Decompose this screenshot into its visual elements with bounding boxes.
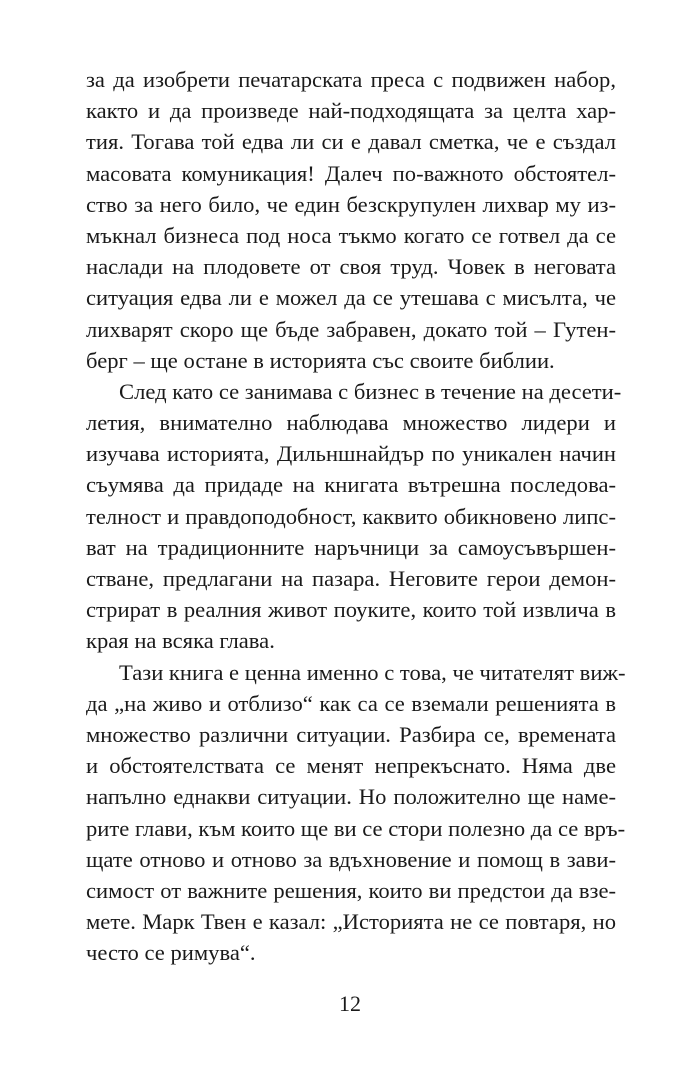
text-line: да „на живо и отблизо“ как са се вземали решенията в	[86, 690, 616, 716]
text-line: ситуация едва ли е можел да се утешава с мисълта, че	[86, 285, 616, 311]
text-line: симост от важните решения, които ви предстои да взе-	[86, 877, 616, 903]
text-line: за да изобрети печатарската преса с подвижен набор,	[86, 67, 616, 92]
text-line: стрират в реалния живот поуките, които той извлича в	[86, 597, 616, 623]
text-line: берг – ще остане в историята със своите библии.	[86, 347, 555, 373]
text-line: наслади на плодовете от своя труд. Човек в неговата	[86, 254, 616, 280]
text-line: изучава историята, Дильншнайдър по уникален начин	[86, 441, 616, 467]
paragraph-3	[86, 657, 626, 969]
paragraph-2	[86, 376, 622, 657]
text-line: мете. Марк Твен е казал: „Историята не се повтаря, но	[86, 909, 616, 935]
text-line: щате отново и отново за вдъхновение и помощ в зави-	[86, 846, 616, 872]
text-line: както и да произведе най-подходящата за целта хар-	[86, 98, 616, 124]
text-line: стване, предлагани на пазара. Неговите герои демон-	[86, 566, 616, 591]
text-line: телност и правдоподобност, каквито обикновено липс-	[86, 503, 616, 529]
text-line: ство за него било, че един безскрупулен лихвар му из-	[86, 191, 616, 217]
text-line: множество различни ситуации. Разбира се, времената	[86, 721, 616, 747]
text-line: След като се занимава с бизнес в течение на десети-	[119, 378, 622, 404]
text-line: мъкнал бизнеса под носа тъкмо когато се готвел да се	[86, 222, 616, 248]
text-line: ват на традиционните наръчници за самоусъвършен-	[86, 534, 616, 560]
text-line: често се римува“.	[86, 940, 256, 966]
text-line: лихварят скоро ще бъде забравен, докато той – Гутен-	[86, 316, 616, 342]
paragraph-1	[86, 64, 616, 376]
text-line: напълно еднакви ситуации. Но положително ще наме-	[86, 784, 616, 810]
text-line: съумява да придаде на книгата вътрешна последова-	[86, 472, 616, 498]
text-line: тия. Тогава той едва ли си е давал сметка, че е създал	[86, 129, 616, 155]
text-line: летия, внимателно наблюдава множество лидери и	[86, 410, 616, 436]
text-line: рите глави, към които ще ви се стори полезно да се връ-	[86, 815, 626, 841]
page-number: 12	[339, 991, 361, 1016]
text-line: Тази книга е ценна именно с това, че читателят виж-	[119, 659, 626, 685]
text-line: края на всяка глава.	[86, 628, 275, 654]
page-body	[86, 64, 626, 968]
text-line: и обстоятелствата се менят непрекъснато. Няма две	[86, 753, 616, 779]
text-line: масовата комуникация! Далеч по-важното обстоятел-	[86, 160, 616, 186]
